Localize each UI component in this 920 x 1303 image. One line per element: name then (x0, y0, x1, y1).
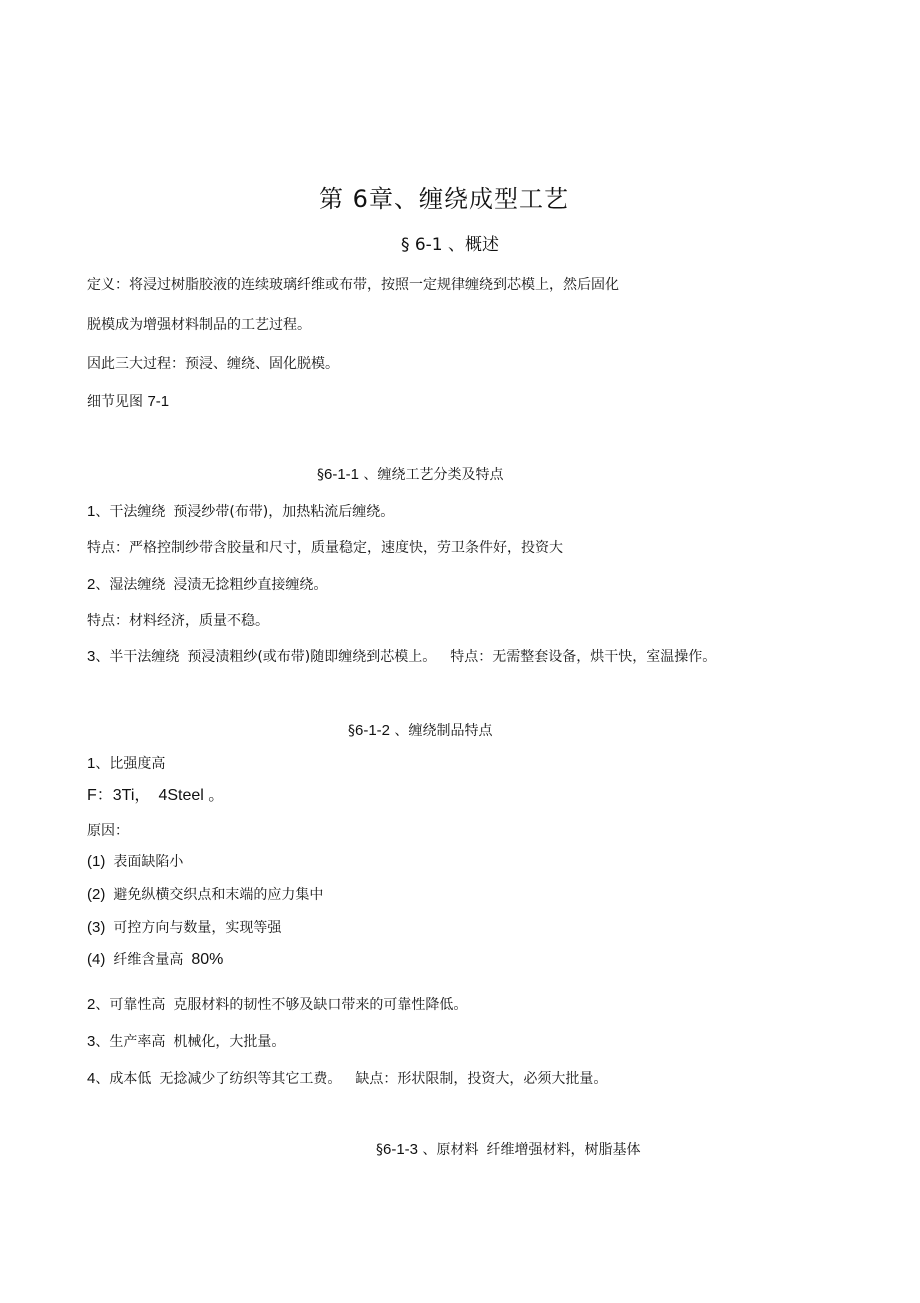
formula-f: F： (87, 787, 113, 804)
reason-label: 原因： (87, 823, 129, 839)
item-number: 3 (87, 648, 96, 665)
subsection-heading-6-1-2 (348, 722, 492, 740)
formula-end: 。 (208, 787, 225, 804)
reason-text: 避免纵横交织点和末端的应力集中 (113, 887, 324, 903)
subsection-text: 、原材料 (422, 1142, 479, 1158)
three-processes: 因此三大过程：预浸、缠绕、固化脱模。 (87, 356, 339, 372)
definition-line-1: 定义：将浸过树脂胶液的连续玻璃纤维或布带，按照一定规律缠绕到芯模上，然后固化 (87, 277, 619, 293)
reason-text: 可控方向与数量，实现等强 (113, 920, 282, 936)
section-mark: § (348, 723, 355, 739)
subsection-heading-6-1-3 (376, 1141, 640, 1159)
detail-ref-prefix: 细节见图 (87, 394, 143, 410)
list-item-productivity (87, 1033, 285, 1051)
reason-item (87, 919, 281, 937)
wet-winding-feature: 特点：材料经济，质量不稳。 (87, 613, 269, 629)
reason-item (87, 886, 323, 904)
list-item-specific-strength (87, 755, 165, 773)
list-item-wet-winding (87, 576, 327, 594)
reason-value: 80% (191, 951, 224, 968)
subsection-number: 6-1-2 (355, 722, 391, 739)
item-number: 4 (87, 1070, 96, 1087)
section-mark: § (317, 467, 324, 483)
item-desc: 浸渍无捻粗纱直接缠绕。 (173, 577, 328, 593)
item-title: 、半干法缠绕 (95, 649, 180, 665)
item-title: 、成本低 (95, 1071, 152, 1087)
item-number: 1 (87, 755, 96, 772)
definition-line-2: 脱模成为增强材料制品的工艺过程。 (87, 317, 311, 333)
item-desc: 预浸纱带(布带)，加热粘流后缠绕。 (173, 504, 395, 520)
reason-text: 纤维含量高 (113, 952, 184, 968)
formula-steel: 4Steel (158, 787, 204, 804)
item-title: 、比强度高 (95, 756, 166, 772)
item-number: 1 (87, 503, 96, 520)
subsection-number: 6-1-1 (324, 466, 360, 483)
item-title: 、生产率高 (95, 1034, 166, 1050)
item-number: 2 (87, 996, 96, 1013)
section-title: § 6-1 、概述 (400, 235, 500, 255)
list-item-dry-winding (87, 503, 394, 521)
list-item-reliability (87, 996, 467, 1014)
formula-ti: 3Ti (112, 787, 135, 804)
subsection-heading-6-1-1 (317, 466, 503, 484)
reason-item (87, 853, 183, 871)
item-desc: 机械化，大批量。 (173, 1034, 286, 1050)
item-desc: 预浸渍粗纱(或布带)随即缠绕到芯模上。 (187, 649, 437, 665)
item-desc: 无捻减少了纺织等其它工费。 (159, 1071, 342, 1087)
item-title: 、干法缠绕 (95, 504, 166, 520)
reason-number: (2) (87, 886, 106, 903)
reason-number: (3) (87, 919, 106, 936)
subsection-text: 、缠绕工艺分类及特点 (363, 467, 504, 483)
strength-formula (87, 787, 224, 805)
reason-number: (1) (87, 853, 106, 870)
subsection-number: 6-1-3 (383, 1141, 419, 1158)
item-drawbacks: 缺点：形状限制，投资大，必须大批量。 (355, 1071, 608, 1087)
reason-text: 表面缺陷小 (113, 854, 184, 870)
formula-sep: ， (134, 787, 151, 804)
section-mark: § (376, 1142, 383, 1158)
list-item-low-cost (87, 1070, 607, 1088)
item-number: 3 (87, 1033, 96, 1050)
dry-winding-feature: 特点：严格控制纱带含胶量和尺寸，质量稳定，速度快，劳卫条件好，投资大 (87, 540, 563, 556)
list-item-semi-dry-winding (87, 648, 716, 666)
subsection-text: 、缠绕制品特点 (394, 723, 493, 739)
item-feature: 特点：无需整套设备，烘干快，室温操作。 (450, 649, 717, 665)
chapter-title: 第 6章、缠绕成型工艺 (319, 185, 569, 213)
reason-number: (4) (87, 951, 106, 968)
item-title: 、可靠性高 (95, 997, 166, 1013)
detail-ref-figure: 7-1 (147, 393, 170, 410)
item-title: 、湿法缠绕 (95, 577, 166, 593)
reason-item (87, 951, 223, 969)
item-number: 2 (87, 576, 96, 593)
subsection-desc: 纤维增强材料，树脂基体 (486, 1142, 641, 1158)
detail-reference (87, 393, 169, 411)
item-desc: 克服材料的韧性不够及缺口带来的可靠性降低。 (173, 997, 468, 1013)
